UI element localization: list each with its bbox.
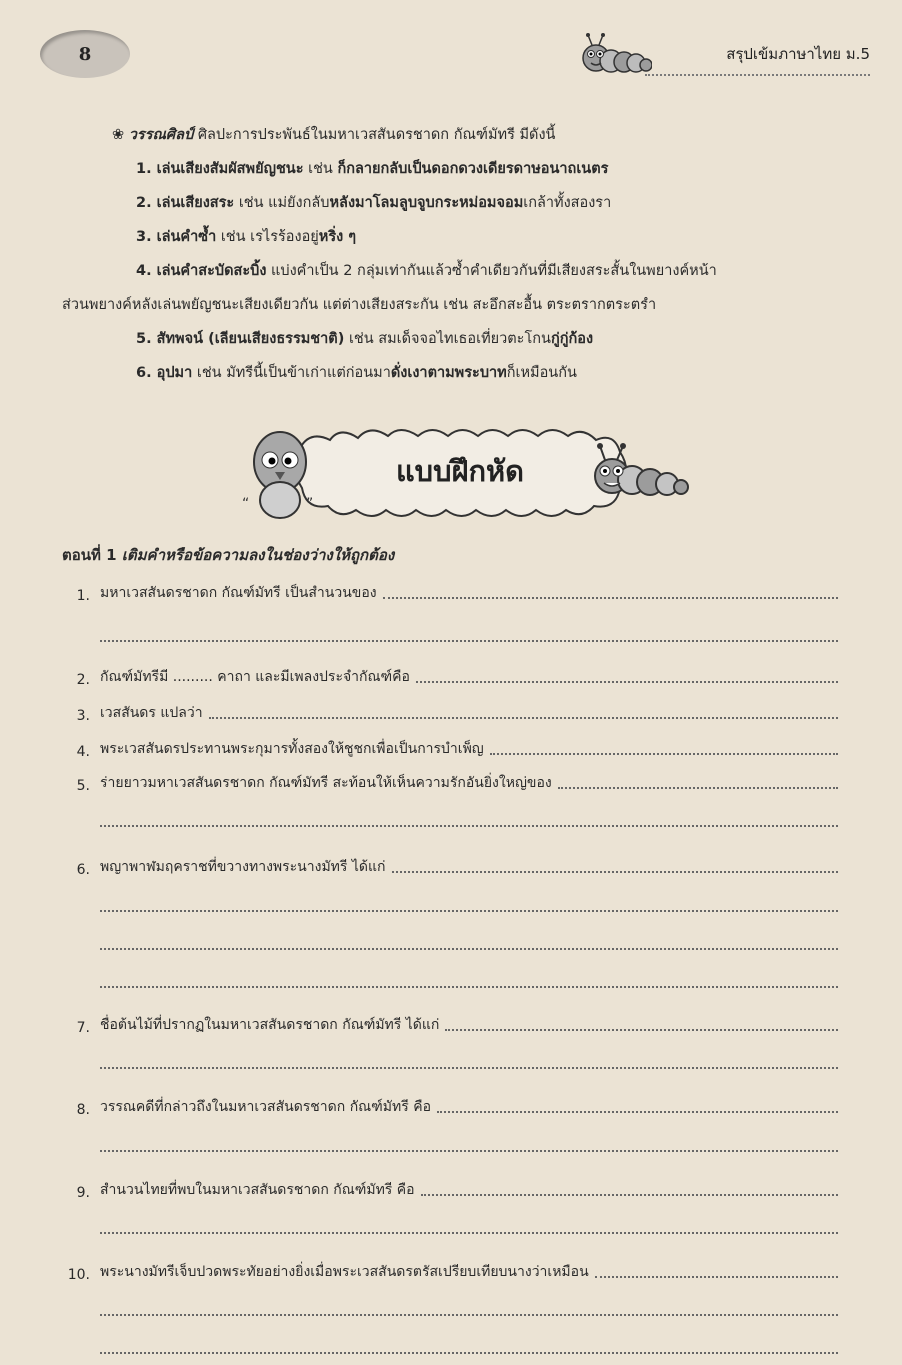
item-label: 4. เล่นคำสะบัดสะบิ้ง	[136, 263, 267, 279]
question-text: วรรณคดีที่กล่าวถึงในมหาเวสสันดรชาดก กัณฑ์มัทรี คือ	[100, 1099, 431, 1115]
item-example: หลังมาโลมลูบจูบกระหม่อมจอม	[329, 195, 524, 211]
question-text: ร่ายยาวมหาเวสสันดรชาดก กัณฑ์มัทรี สะท้อนให้เห็นความรักอันยิ่งใหญ่ของ	[100, 775, 552, 791]
question-number: 9.	[76, 1185, 90, 1201]
answer-line-continuation[interactable]	[62, 929, 838, 955]
section-label: ตอนที่ 1	[62, 546, 117, 564]
answer-line[interactable]	[558, 787, 838, 789]
question-list	[62, 578, 838, 1359]
question-text: เวสสันดร แปลว่า	[100, 705, 203, 721]
answer-line[interactable]	[416, 681, 838, 683]
answer-line-continuation[interactable]	[62, 1213, 838, 1239]
item-label: 1. เล่นเสียงสัมผัสพยัญชนะ	[136, 161, 304, 177]
section-instruction: เติมคำหรือข้อความลงในช่องว่างให้ถูกต้อง	[116, 546, 395, 564]
question-item	[62, 662, 838, 688]
question-text: ชื่อต้นไม้ที่ปรากฏในมหาเวสสันดรชาดก กัณฑ์มัทรี ได้แก่	[100, 1017, 440, 1033]
question-text: พระเวสสันดรประทานพระกุมารทั้งสองให้ชูชกเพื่อเป็นการบำเพ็ญ	[100, 741, 484, 757]
literary-item	[62, 322, 862, 356]
question-number: 6.	[76, 862, 90, 878]
literary-item	[62, 356, 862, 390]
item-text: เช่น แม่ยังกลับ	[234, 195, 330, 211]
item-tail: ก็เหมือนกัน	[506, 365, 577, 381]
answer-line[interactable]	[392, 871, 838, 873]
question-text: กัณฑ์มัทรีมี ......... คาถา และมีเพลงประจำกัณฑ์คือ	[100, 669, 410, 685]
item-label: 2. เล่นเสียงสระ	[136, 195, 235, 211]
item-label: 5. สัทพจน์ (เลียนเสียงธรรมชาติ)	[136, 331, 345, 347]
exercise-title: แบบฝึกหัด	[395, 454, 524, 488]
answer-line-continuation[interactable]	[62, 891, 838, 917]
answer-line[interactable]	[437, 1111, 838, 1113]
flower-bullet-icon: ❀	[112, 127, 125, 143]
question-text: พระนางมัทรีเจ็บปวดพระทัยอย่างยิ่งเมื่อพระเวสสันดรตรัสเปรียบเทียบนางว่าเหมือน	[100, 1264, 589, 1280]
question-item	[62, 1010, 838, 1036]
item-example: ดั่งเงาตามพระบาท	[390, 365, 507, 381]
question-number: 8.	[76, 1102, 90, 1118]
header-divider	[645, 74, 870, 76]
question-number: 3.	[76, 708, 90, 724]
section-heading	[62, 543, 394, 567]
question-item	[62, 1257, 838, 1283]
question-text: สำนวนไทยที่พบในมหาเวสสันดรชาดก กัณฑ์มัทรี คือ	[100, 1182, 415, 1198]
literary-item	[62, 186, 862, 220]
literary-item	[62, 220, 862, 254]
answer-line-continuation[interactable]	[62, 1131, 838, 1157]
literary-item	[62, 254, 862, 288]
question-text: มหาเวสสันดรชาดก กัณฑ์มัทรี เป็นสำนวนของ	[100, 585, 377, 601]
literary-intro: ศิลปะการประพันธ์ในมหาเวสสันดรชาดก กัณฑ์มัทรี มีดังนี้	[193, 127, 556, 143]
answer-line-continuation[interactable]	[62, 621, 838, 647]
item-text: เช่น เรไรร้องอยู่	[216, 229, 319, 245]
question-item	[62, 734, 838, 760]
item-example: กู่กู่ก้อง	[550, 331, 594, 347]
item-text: เช่น มัทรีนี้เป็นข้าเก่าแต่ก่อนมา	[192, 365, 391, 381]
page-number: 8	[40, 30, 130, 78]
question-number: 7.	[76, 1020, 90, 1036]
answer-line[interactable]	[490, 753, 838, 755]
answer-line-continuation[interactable]	[62, 967, 838, 993]
literary-item	[62, 152, 862, 186]
answer-line-continuation[interactable]	[62, 1295, 838, 1321]
answer-line-continuation[interactable]	[62, 806, 838, 832]
book-title: สรุปเข้มภาษาไทย ม.5	[726, 45, 870, 63]
svg-text:“: “	[242, 496, 250, 512]
answer-line[interactable]	[445, 1029, 838, 1031]
question-item	[62, 578, 838, 604]
question-item	[62, 1092, 838, 1118]
question-number: 5.	[76, 778, 90, 794]
question-number: 2.	[76, 672, 90, 688]
svg-text:”: ”	[306, 496, 314, 512]
caterpillar-icon	[580, 32, 652, 82]
exercise-banner	[240, 418, 680, 528]
answer-line[interactable]	[383, 597, 838, 599]
answer-line[interactable]	[209, 717, 838, 719]
question-item	[62, 698, 838, 724]
question-item	[62, 1175, 838, 1201]
question-item	[62, 852, 838, 878]
answer-line-continuation[interactable]	[62, 1048, 838, 1074]
answer-line[interactable]	[595, 1276, 838, 1278]
page-header	[580, 30, 870, 90]
literary-heading: วรรณศิลป์	[128, 127, 194, 143]
item-text: ส่วนพยางค์หลังเล่นพยัญชนะเสียงเดียวกัน แต่ต่างเสียงสระกัน เช่น สะอึกสะอื้น ตระตรากตระตรำ	[62, 297, 657, 313]
item-text: เช่น สมเด็จจอไทเธอเที่ยวตะโกน	[344, 331, 551, 347]
answer-line-continuation[interactable]	[62, 1333, 838, 1359]
literary-section	[62, 118, 862, 390]
item-text: แบ่งคำเป็น 2 กลุ่มเท่ากันแล้วซ้ำคำเดียวกันที่มีเสียงสระสั้นในพยางค์หน้า	[266, 263, 717, 279]
item-tail: เกล้าทั้งสองรา	[523, 195, 612, 211]
question-number: 1.	[76, 588, 90, 604]
question-text: พญาพาฬมฤคราชที่ขวางทางพระนางมัทรี ได้แก่	[100, 859, 386, 875]
item-example: ก็กลายกลับเป็นดอกดวงเดียรดาษอนาถเนตร	[337, 161, 609, 177]
answer-line[interactable]	[421, 1194, 838, 1196]
item-example: หริ่ง ๆ	[318, 229, 357, 245]
question-number: 10.	[67, 1267, 90, 1283]
item-label: 3. เล่นคำซ้ำ	[136, 229, 217, 245]
question-number: 4.	[76, 744, 90, 760]
literary-heading-line	[62, 118, 862, 152]
literary-item-continuation	[62, 288, 862, 322]
item-label: 6. อุปมา	[136, 365, 193, 381]
question-item	[62, 768, 838, 794]
item-text: เช่น	[303, 161, 338, 177]
